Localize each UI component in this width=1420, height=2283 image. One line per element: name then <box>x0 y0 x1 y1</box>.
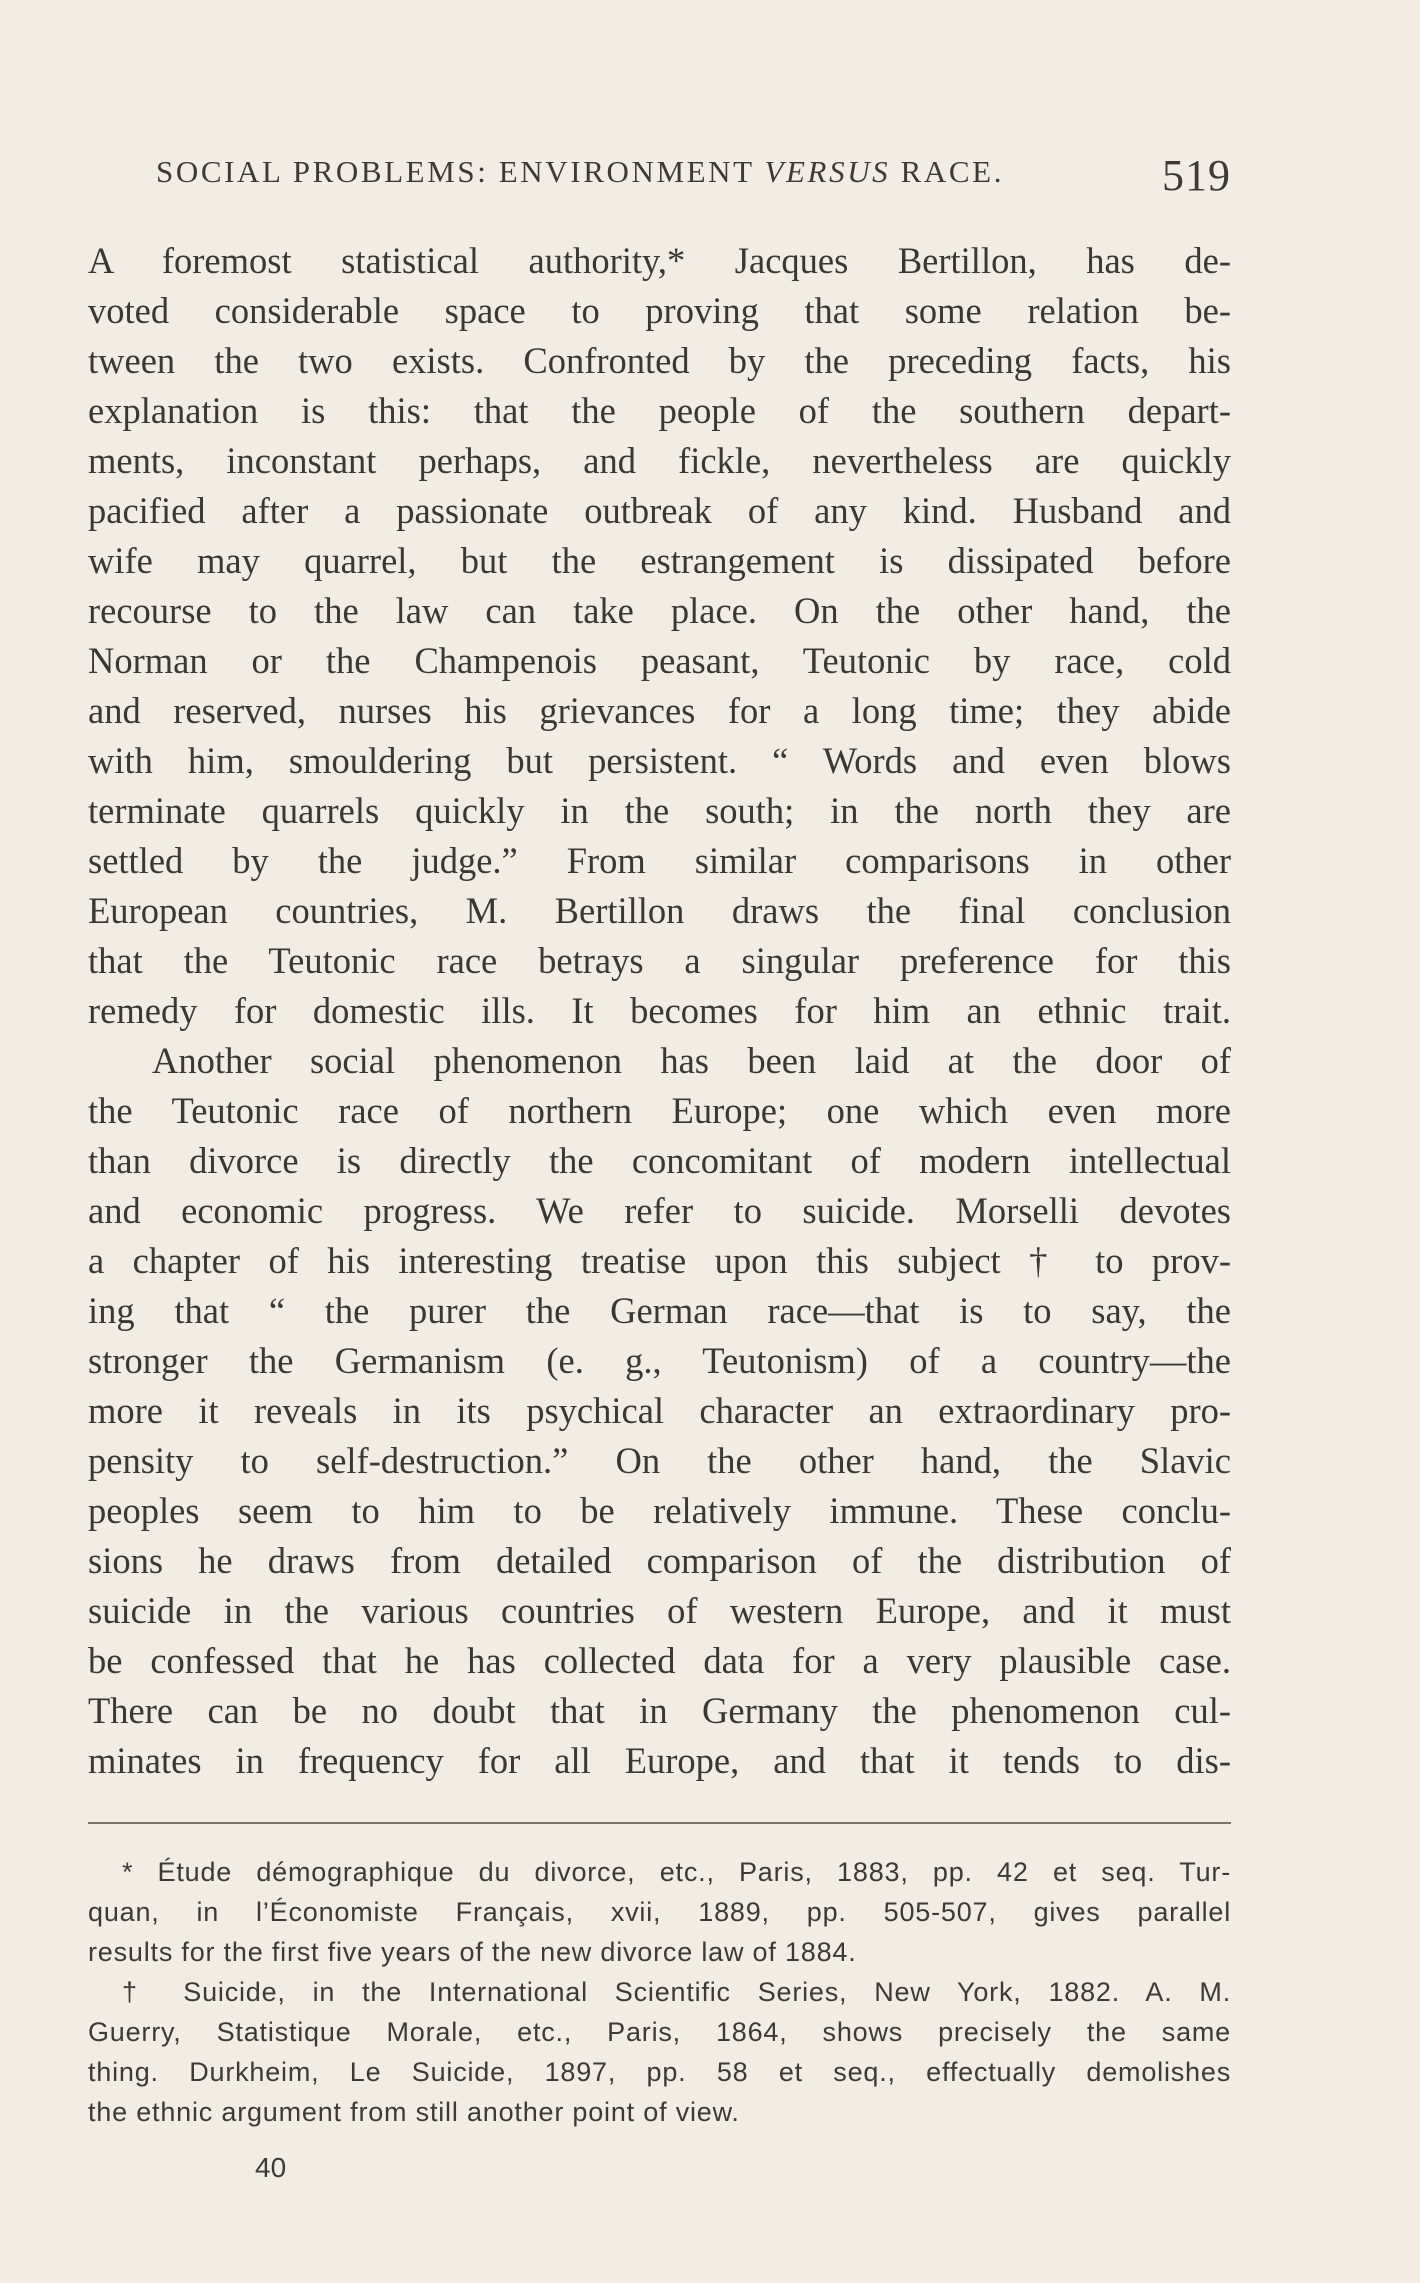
footnote-line: † Suicide, in the International Scientific Series, New York, 1882. A. M. <box>122 1977 1231 2007</box>
body-line: voted considerable space to proving that some relation be- <box>88 290 1231 331</box>
body-line: the Teutonic race of northern Europe; one which even more <box>88 1090 1231 1131</box>
footnotes <box>88 1852 1231 2132</box>
body-line: and economic progress. We refer to suicide. Morselli devotes <box>88 1190 1231 1231</box>
body-line: suicide in the various countries of western Europe, and it must <box>88 1590 1231 1631</box>
body-line: more it reveals in its psychical character an extraordinary pro- <box>88 1390 1231 1431</box>
footnote-line: quan, in l’Économiste Français, xvii, 1889, pp. 505-507, gives parallel <box>88 1897 1231 1927</box>
body-line: stronger the Germanism (e. g., Teutonism) of a country—the <box>88 1340 1231 1381</box>
book-page <box>88 0 1231 2283</box>
body-line: minates in frequency for all Europe, and that it tends to dis- <box>88 1740 1231 1781</box>
body-line: tween the two exists. Confronted by the preceding facts, his <box>88 340 1231 381</box>
footnote-line: * Étude démographique du divorce, etc., Paris, 1883, pp. 42 et seq. Tur- <box>122 1857 1231 1887</box>
body-line: ing that “ the purer the German race—that is to say, the <box>88 1290 1231 1331</box>
body-line: pacified after a passionate outbreak of any kind. Husband and <box>88 490 1231 531</box>
body-line: recourse to the law can take place. On the other hand, the <box>88 590 1231 631</box>
running-title <box>156 154 1004 190</box>
body-line: A foremost statistical authority,* Jacques Bertillon, has de- <box>88 240 1231 281</box>
running-title-post: RACE. <box>890 154 1005 189</box>
footnote-divider <box>88 1822 1231 1824</box>
signature-mark: 40 <box>255 2152 287 2183</box>
body-line: explanation is this: that the people of the southern depart- <box>88 390 1231 431</box>
body-line: wife may quarrel, but the estrangement is dissipated before <box>88 540 1231 581</box>
running-title-italic: VERSUS <box>764 154 891 189</box>
body-line: There can be no doubt that in Germany the phenomenon cul- <box>88 1690 1231 1731</box>
body-line: Norman or the Champenois peasant, Teutonic by race, cold <box>88 640 1231 681</box>
body-line: than divorce is directly the concomitant of modern intellectual <box>88 1140 1231 1181</box>
body-line: be confessed that he has collected data for a very plausible case. <box>88 1640 1231 1681</box>
body-line: and reserved, nurses his grievances for a long time; they abide <box>88 690 1231 731</box>
footnote-line: thing. Durkheim, Le Suicide, 1897, pp. 58 et seq., effectually demolishes <box>88 2057 1231 2087</box>
footnote-line: Guerry, Statistique Morale, etc., Paris, 1864, shows precisely the same <box>88 2017 1231 2047</box>
body-line: a chapter of his interesting treatise upon this subject † to prov- <box>88 1240 1231 1281</box>
body-text <box>88 236 1231 1786</box>
body-line: ments, inconstant perhaps, and fickle, nevertheless are quickly <box>88 440 1231 481</box>
body-line-paragraph-start: Another social phenomenon has been laid at the door of <box>152 1040 1231 1081</box>
running-head <box>156 150 1231 210</box>
page-number: 519 <box>1162 151 1231 200</box>
running-title-pre: SOCIAL PROBLEMS: ENVIRONMENT <box>156 154 765 189</box>
body-line: peoples seem to him to be relatively immune. These conclu- <box>88 1490 1231 1531</box>
body-line: settled by the judge.” From similar comparisons in other <box>88 840 1231 881</box>
body-line: terminate quarrels quickly in the south; in the north they are <box>88 790 1231 831</box>
footnote-line: results for the first five years of the new divorce law of 1884. <box>88 1937 857 1967</box>
footnote-line: the ethnic argument from still another point of view. <box>88 2097 740 2127</box>
body-line: sions he draws from detailed comparison of the distribution of <box>88 1540 1231 1581</box>
body-line: pensity to self-destruction.” On the other hand, the Slavic <box>88 1440 1231 1481</box>
body-line: that the Teutonic race betrays a singular preference for this <box>88 940 1231 981</box>
body-line: European countries, M. Bertillon draws the final conclusion <box>88 890 1231 931</box>
body-line: remedy for domestic ills. It becomes for him an ethnic trait. <box>88 990 1231 1031</box>
body-line: with him, smouldering but persistent. “ Words and even blows <box>88 740 1231 781</box>
